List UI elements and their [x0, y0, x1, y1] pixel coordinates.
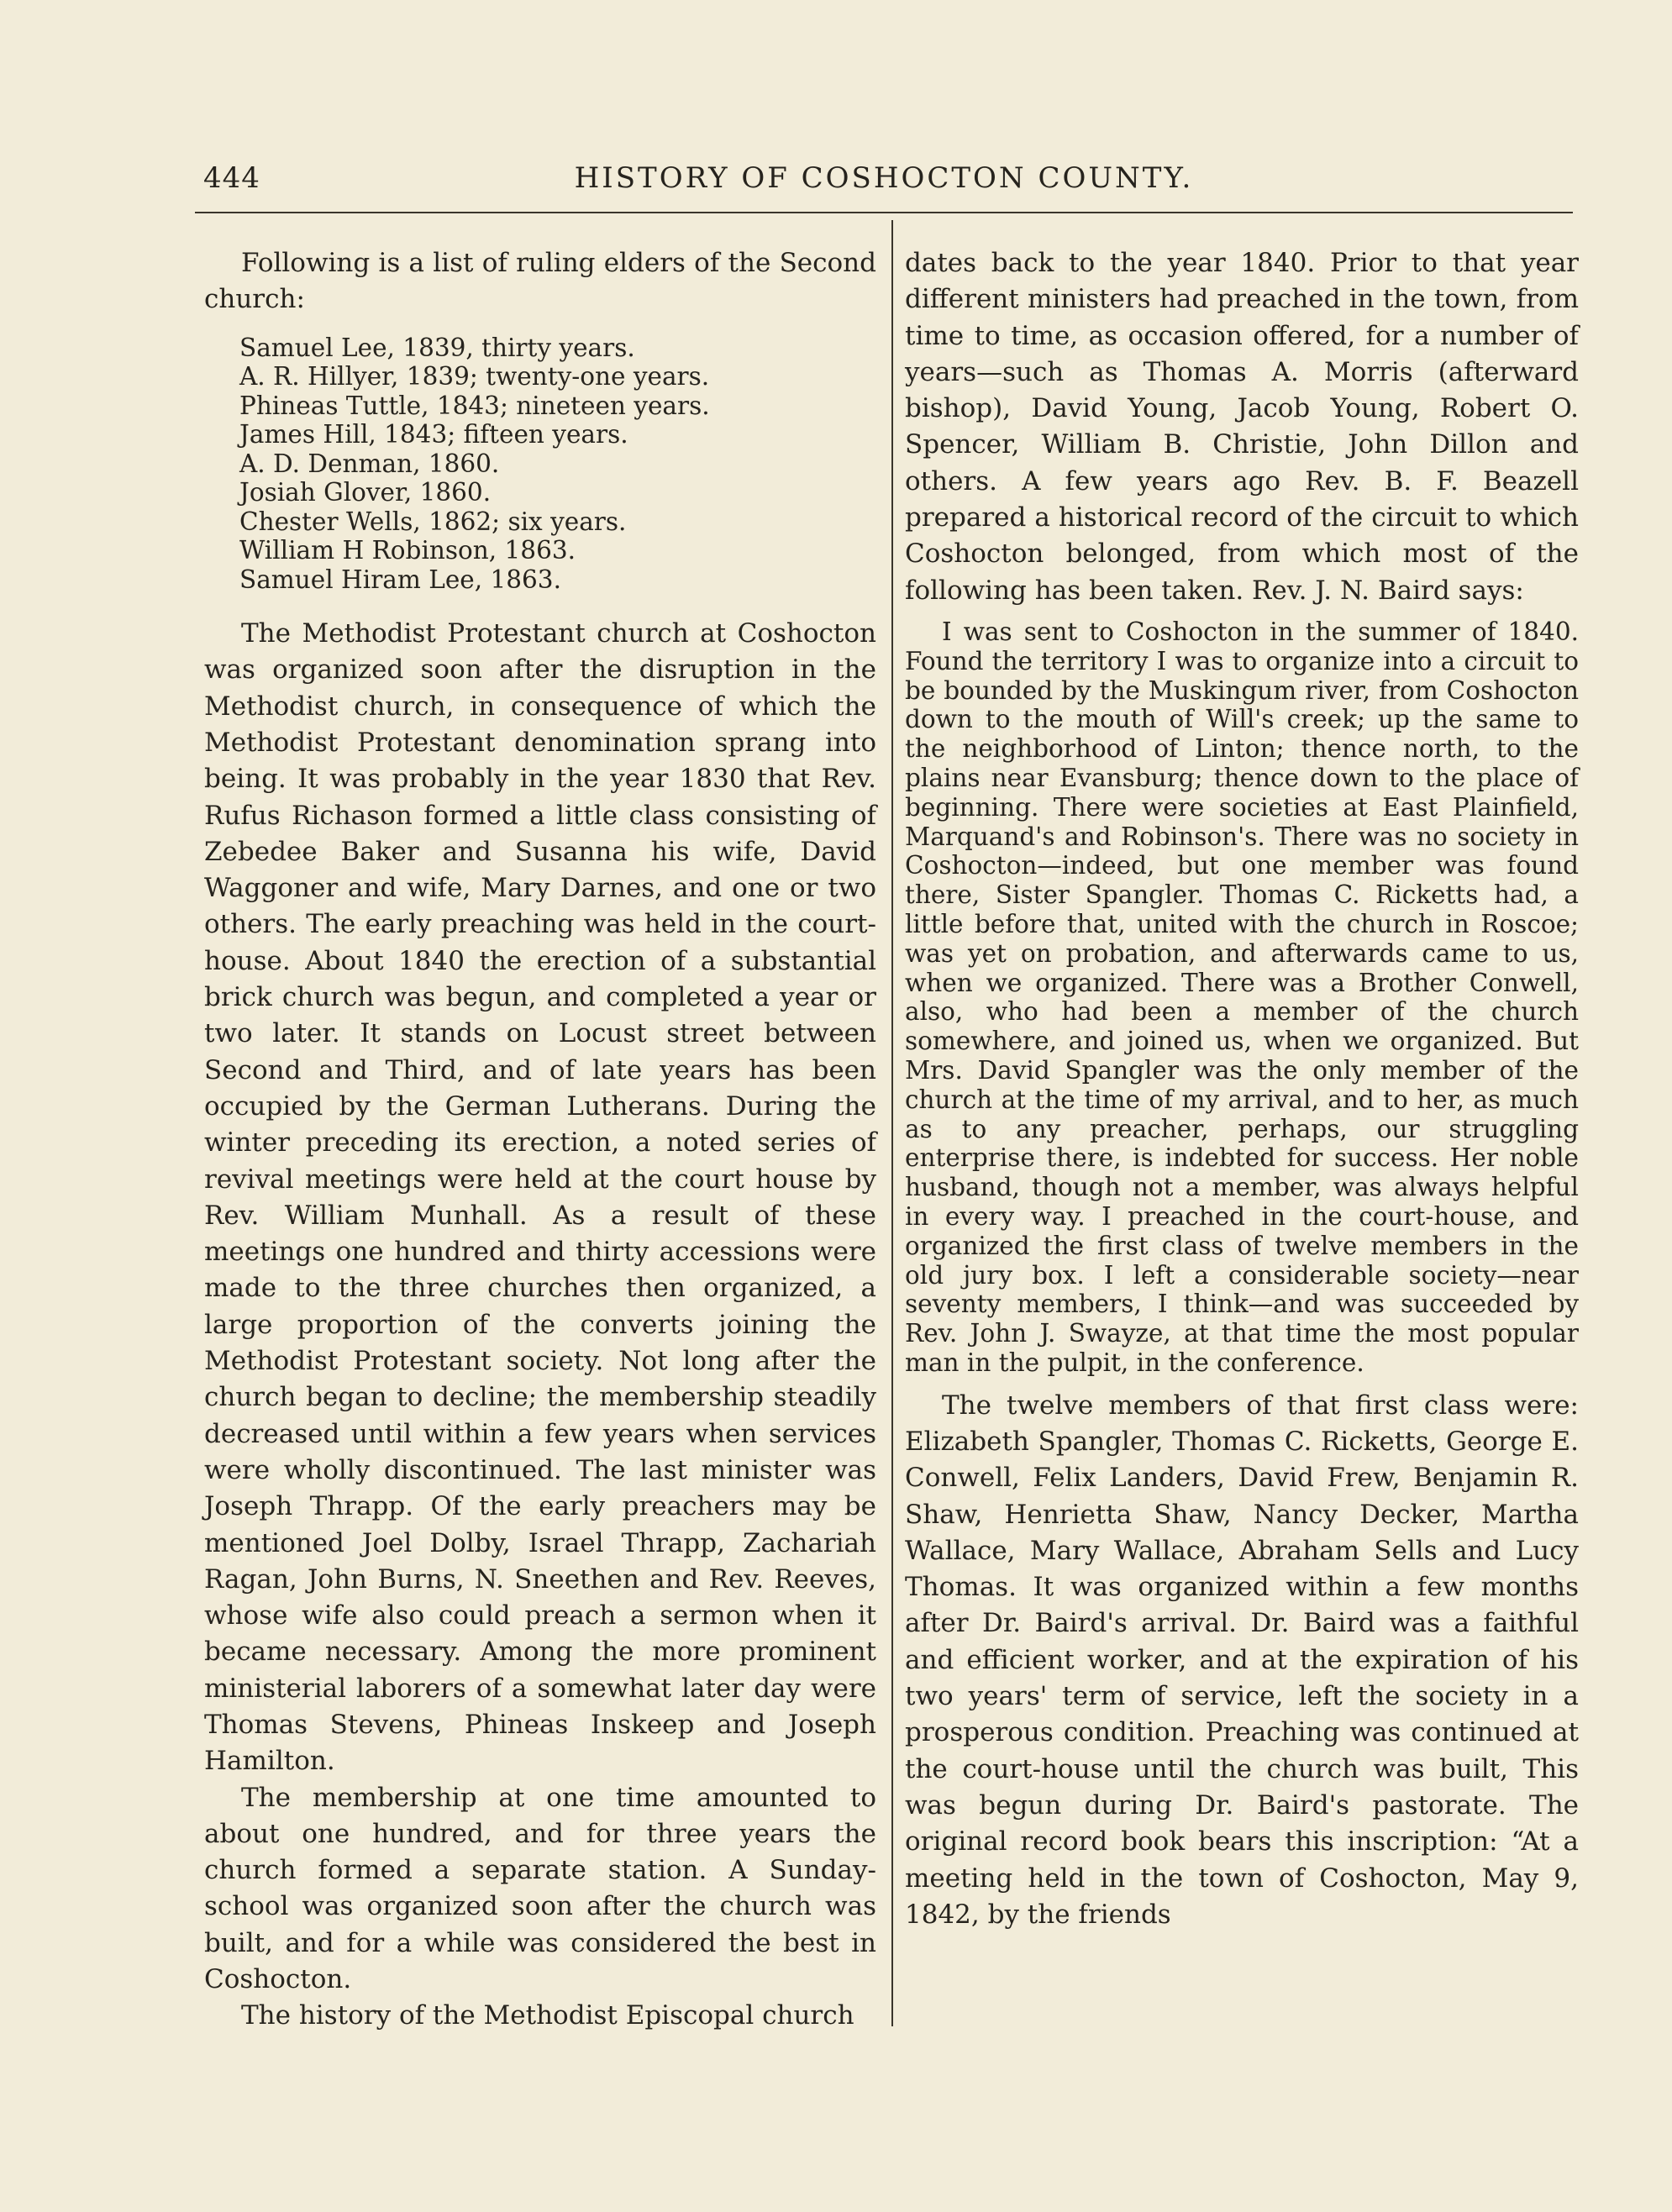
list-item: A. D. Denman, 1860. [239, 449, 500, 478]
paragraph: The twelve members of that first class were: Elizabeth Spangler, Thomas C. Ricketts, George E. Conwell, Felix Landers, David Frew, Benjamin R. Shaw, Henrietta Shaw, Nancy Decker, Martha Wallace, Mary Wallace, Abraham Sells and Lucy Thomas. It was organized within a few months after Dr. Baird's arrival. Dr. Baird was a faithful and efficient worker, and at the expiration of his two years' term of service, left the society in a prosperous condition. Preaching was continued at the court-house until the church was built, This was begun during Dr. Baird's pastorate. The original record book bears this inscription: “At a meeting held in the town of Coshocton, May 9, 1842, by the friends [905, 1390, 1579, 1930]
list-item: Samuel Lee, 1839, thirty years. [239, 333, 635, 362]
list-item: Chester Wells, 1862; six years. [239, 507, 627, 536]
left-column [204, 245, 876, 2035]
header-rule [195, 212, 1573, 213]
page-header [195, 153, 1573, 203]
list-item: Josiah Glover, 1860. [239, 478, 492, 507]
paragraph: The membership at one time amounted to about one hundred, and for three years the church formed a separate station. A Sunday-school was organized soon after the church was built, and for a while was considered the best in Coshocton. [204, 1782, 876, 1995]
list-item: Phineas Tuttle, 1843; nineteen years. [239, 391, 710, 420]
list-item: A. R. Hillyer, 1839; twenty-one years. [239, 362, 710, 391]
paragraph: The history of the Methodist Episcopal church [241, 2000, 854, 2031]
list-item: James Hill, 1843; fifteen years. [239, 420, 628, 449]
list-item: William H Robinson, 1863. [239, 536, 576, 565]
elders-list [239, 334, 876, 595]
page-number: 444 [203, 161, 260, 195]
running-title: HISTORY OF COSHOCTON COUNTY. [574, 161, 1194, 195]
column-divider [891, 220, 893, 2026]
paragraph: dates back to the year 1840. Prior to that year different ministers had preached in the town, from time to time, as occasion offered, for a number of years—such as Thomas A. Morris (afterward bishop), David Young, Jacob Young, Robert O. Spencer, William B. Christie, John Dillon and others. A few years ago Rev. B. F. Beazell prepared a historical record of the circuit to which Coshocton belonged, from which most of the following has been taken. Rev. J. N. Baird says: [905, 248, 1579, 606]
elders-intro: Following is a list of ruling elders of the Second church: [204, 248, 876, 315]
list-item: Samuel Hiram Lee, 1863. [239, 565, 561, 594]
right-column [905, 245, 1579, 1933]
block-quote: I was sent to Coshocton in the summer of 1840. Found the territory I was to organize into a circuit to be bounded by the Muskingum river, from Coshocton down to the mouth of Will's creek; up the same to the neighborhood of Linton; thence north, to the plains near Evansburg; thence down to the place of beginning. There were societies at East Plainfield, Marquand's and Robinson's. There was no society in Coshocton—indeed, but one member was found there, Sister Spangler. Thomas C. Ricketts had, a little before that, united with the church in Roscoe; was yet on probation, and afterwards came to us, when we organized. There was a Brother Conwell, also, who had been a member of the church somewhere, and joined us, when we organized. But Mrs. David Spangler was the only member of the church at the time of my arrival, and to her, as much as to any preacher, perhaps, our struggling enterprise there, is indebted for success. Her noble husband, though not a member, was always helpful in every way. I preached in the court-house, and organized the first class of twelve members in the old jury box. I left a considerable society—near seventy members, I think—and was succeeded by Rev. John J. Swayze, at that time the most popular man in the pulpit, in the conference. [905, 617, 1579, 1377]
paragraph: The Methodist Protestant church at Coshocton was organized soon after the disruption in the Methodist church, in consequence of which the Methodist Protestant denomination sprang into being. It was probably in the year 1830 that Rev. Rufus Richason formed a little class consisting of Zebedee Baker and Susanna his wife, David Waggoner and wife, Mary Darnes, and one or two others. The early preaching was held in the court-house. About 1840 the erection of a substantial brick church was begun, and completed a year or two later. It stands on Locust street between Second and Third, and of late years has been occupied by the German Lutherans. During the winter preceding its erection, a noted series of revival meetings were held at the court house by Rev. William Munhall. As a result of these meetings one hundred and thirty accessions were made to the three churches then organized, a large proportion of the converts joining the Methodist Protestant society. Not long after the church began to decline; the membership steadily decreased until within a few years when services were wholly discontinued. The last minister was Joseph Thrapp. Of the early preachers may be mentioned Joel Dolby, Israel Thrapp, Zachariah Ragan, John Burns, N. Sneethen and Rev. Reeves, whose wife also could preach a sermon when it became necessary. Among the more prominent ministerial laborers of a somewhat later day were Thomas Stevens, Phineas Inskeep and Joseph Hamilton. [204, 618, 876, 1777]
